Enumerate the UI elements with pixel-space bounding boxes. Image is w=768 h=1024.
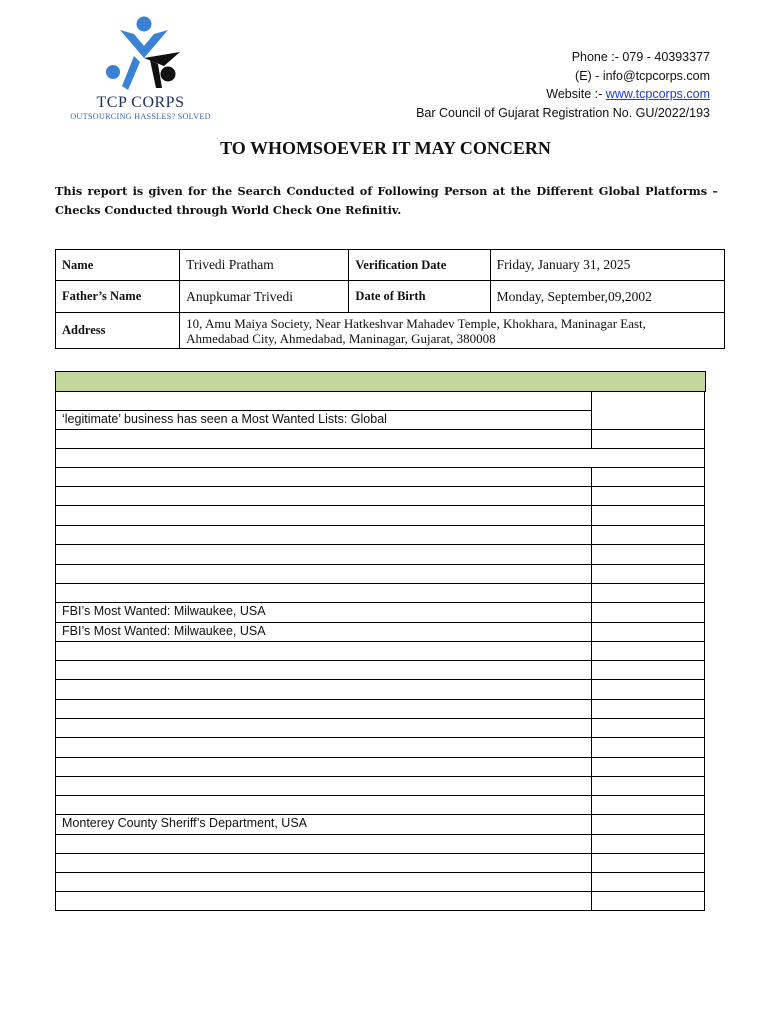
company-logo: [68, 16, 218, 126]
result-row-legitimate: ‘legitimate’ business has seen a Most Wanted Lists: Global: [62, 412, 387, 426]
grid-row-rule: [55, 795, 705, 796]
contact-block: [416, 48, 710, 122]
grid-row-rule: [55, 467, 705, 468]
grid-row-rule: [55, 486, 705, 487]
dob-value: Monday, September,09,2002: [490, 281, 724, 313]
grid-row-rule: [55, 525, 705, 526]
father-name-value: Anupkumar Trivedi: [180, 281, 349, 313]
website-label: Website :-: [546, 87, 606, 101]
grid-row-rule: [55, 583, 705, 584]
person-info-table: [55, 249, 725, 349]
address-line-2: Ahmedabad City, Ahmedabad, Maninagar, Gujarat, 380008: [186, 330, 496, 346]
grid-column-divider: [591, 468, 592, 910]
grid-row-rule: [55, 448, 705, 449]
logo-figures-icon: [98, 16, 188, 96]
grid-row-rule: [55, 564, 705, 565]
website-link[interactable]: www.tcpcorps.com: [605, 87, 710, 101]
info-row-father: [56, 281, 725, 313]
grid-column-divider: [591, 391, 592, 449]
grid-border-right: [704, 391, 705, 910]
search-results-grid: [55, 371, 705, 910]
grid-row-rule: [55, 544, 705, 545]
result-row-fbi-1: FBI’s Most Wanted: Milwaukee, USA: [62, 604, 266, 618]
grid-row-rule: [55, 853, 705, 854]
grid-row-rule: [55, 429, 705, 430]
grid-row-rule: [55, 505, 705, 506]
logo-company-name: TCP CORPS: [96, 94, 185, 111]
father-name-label: Father’s Name: [56, 281, 180, 313]
grid-row-rule: [55, 737, 705, 738]
address-value: [180, 313, 725, 349]
info-row-name: [56, 250, 725, 281]
grid-row-rule: [55, 776, 705, 777]
grid-row-rule: [55, 660, 705, 661]
verification-date-value: Friday, January 31, 2025: [490, 250, 724, 281]
verification-date-label: Verification Date: [349, 250, 490, 281]
grid-border-left: [55, 391, 56, 910]
address-line-1: 10, Amu Maiya Society, Near Hatkeshvar Mahadev Temple, Khokhara, Maninagar East,: [186, 315, 646, 331]
grid-row-rule: [55, 679, 705, 680]
logo-tagline: OUTSOURCING HASSLES? SOLVED: [70, 112, 211, 121]
results-header-bar: [55, 371, 706, 392]
name-value: Trivedi Pratham: [180, 250, 349, 281]
dob-label: Date of Birth: [349, 281, 490, 313]
contact-email: (E) - info@tcpcorps.com: [575, 68, 710, 83]
contact-registration: Bar Council of Gujarat Registration No. GU/2022/193: [416, 105, 710, 120]
grid-row-rule: [55, 757, 705, 758]
grid-row-rule: [55, 910, 705, 911]
result-row-fbi-2: FBI’s Most Wanted: Milwaukee, USA: [62, 624, 266, 638]
contact-website: [416, 85, 710, 104]
grid-row-rule: [55, 872, 705, 873]
contact-phone: Phone :- 079 - 40393377: [571, 50, 710, 64]
grid-row-rule: [55, 699, 705, 700]
grid-row-rule: [55, 718, 705, 719]
intro-paragraph: This report is given for the Search Conducted of Following Person at the Different Global Platforms – Checks Conducted through World Check One Refinitiv.: [55, 184, 718, 217]
grid-row-rule: [55, 641, 705, 642]
grid-row-rule: [55, 834, 705, 835]
grid-row-rule: [55, 891, 705, 892]
result-row-monterey: Monterey County Sheriff’s Department, USA: [62, 816, 308, 830]
address-label: Address: [56, 313, 180, 349]
name-label: Name: [56, 250, 180, 281]
document-title: TO WHOMSOEVER IT MAY CONCERN: [220, 138, 551, 158]
info-row-address: [56, 313, 725, 349]
